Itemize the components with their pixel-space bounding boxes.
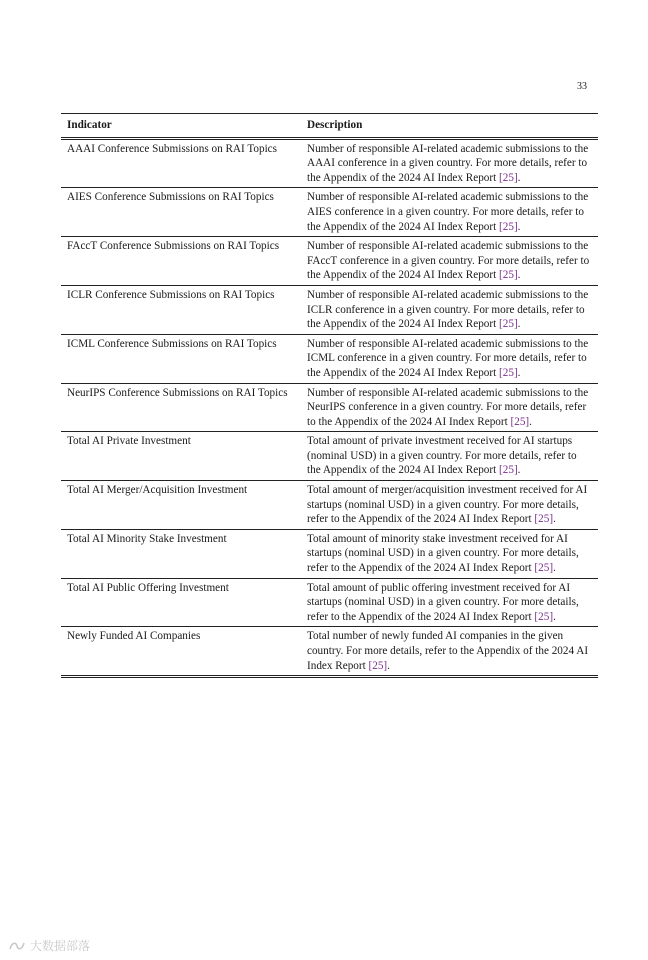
description-text: Total amount of minority stake investment received for AI startups (nominal USD) in a given country. For more details, refer to the Appendix of the 2024 AI Index Report bbox=[307, 532, 579, 575]
description-tail: . bbox=[517, 171, 521, 184]
indicator-cell: Total AI Merger/Acquisition Investment bbox=[61, 481, 301, 530]
indicator-cell: Total AI Minority Stake Investment bbox=[61, 529, 301, 578]
description-text: Number of responsible AI-related academic submissions to the ICLR conference in a given country. For more details, refer to the Appendix of the 2024 AI Index Report bbox=[307, 288, 589, 331]
table-row bbox=[61, 529, 598, 578]
description-text: Number of responsible AI-related academic submissions to the FAccT conference in a given country. For more details, refer to the Appendix of the 2024 AI Index Report bbox=[307, 240, 590, 282]
table-row bbox=[61, 285, 598, 334]
citation-link[interactable]: [25] bbox=[534, 513, 554, 526]
watermark-logo-icon bbox=[8, 940, 26, 952]
indicator-cell: NeurIPS Conference Submissions on RAI Topics bbox=[61, 383, 301, 432]
citation-link[interactable]: [25] bbox=[499, 171, 518, 184]
table-row bbox=[61, 138, 598, 188]
description-tail: . bbox=[517, 464, 521, 477]
column-header-description: Description bbox=[301, 114, 598, 139]
description-text: Number of responsible AI-related academic submissions to the AIES conference in a given country. For more details, refer to the Appendix of the 2024 AI Index Report bbox=[307, 191, 589, 233]
table-row bbox=[61, 237, 598, 286]
description-cell bbox=[301, 529, 598, 578]
table-row bbox=[61, 481, 598, 530]
indicator-cell: ICLR Conference Submissions on RAI Topics bbox=[61, 285, 301, 334]
description-tail: . bbox=[517, 269, 521, 282]
description-tail: . bbox=[517, 220, 521, 233]
description-tail: . bbox=[517, 366, 521, 379]
column-header-indicator: Indicator bbox=[61, 114, 301, 139]
indicator-cell: Total AI Private Investment bbox=[61, 432, 301, 481]
description-cell bbox=[301, 481, 598, 530]
description-cell bbox=[301, 578, 598, 627]
table-row bbox=[61, 334, 598, 383]
description-text: Number of responsible AI-related academic submissions to the ICML conference in a given country. For more details, refer to the Appendix of the 2024 AI Index Report bbox=[307, 337, 589, 379]
table-row bbox=[61, 383, 598, 432]
description-text: Total amount of private investment received for AI startups (nominal USD) in a given country. For more details, refer to the Appendix of the 2024 AI Index Report bbox=[307, 435, 577, 477]
description-tail: . bbox=[553, 562, 556, 575]
description-text: Number of responsible AI-related academic submissions to the AAAI conference in a given country. For more details, refer to the Appendix of the 2024 AI Index Report bbox=[307, 142, 589, 184]
table-row bbox=[61, 432, 598, 481]
citation-link[interactable]: [25] bbox=[499, 464, 518, 477]
indicator-table bbox=[61, 113, 598, 678]
description-cell bbox=[301, 432, 598, 481]
indicator-cell: ICML Conference Submissions on RAI Topics bbox=[61, 334, 301, 383]
description-tail: . bbox=[517, 318, 521, 331]
citation-link[interactable]: [25] bbox=[499, 366, 518, 379]
page-number: 33 bbox=[577, 81, 587, 92]
description-cell bbox=[301, 334, 598, 383]
citation-link[interactable]: [25] bbox=[368, 659, 388, 672]
description-text: Total number of newly funded AI companies in the given country. For more details, refer to the Appendix of the 2024 AI Index Report bbox=[307, 630, 589, 672]
citation-link[interactable]: [25] bbox=[499, 269, 518, 282]
citation-link[interactable]: [25] bbox=[510, 415, 530, 428]
citation-link[interactable]: [25] bbox=[534, 562, 554, 575]
citation-link[interactable]: [25] bbox=[499, 318, 518, 331]
description-text: Total amount of merger/acquisition investment received for AI startups (nominal USD) in a given country. For more details, refer to the Appendix of the 2024 AI Index Report bbox=[307, 484, 588, 526]
watermark bbox=[8, 937, 90, 954]
table-body bbox=[61, 138, 598, 677]
indicator-cell: FAccT Conference Submissions on RAI Topics bbox=[61, 237, 301, 286]
table-header bbox=[61, 114, 598, 139]
description-cell bbox=[301, 627, 598, 677]
description-cell bbox=[301, 237, 598, 286]
description-tail: . bbox=[553, 610, 556, 623]
description-tail: . bbox=[387, 659, 390, 672]
table-row bbox=[61, 578, 598, 627]
citation-link[interactable]: [25] bbox=[534, 610, 554, 623]
description-cell bbox=[301, 188, 598, 237]
watermark-text: 大数据部落 bbox=[30, 939, 91, 953]
description-text: Number of responsible AI-related academic submissions to the NeurIPS conference in a given country. For more details, refer to the Appendix of the 2024 AI Index Report bbox=[307, 386, 589, 428]
table-row bbox=[61, 627, 598, 677]
indicator-cell: AAAI Conference Submissions on RAI Topics bbox=[61, 138, 301, 188]
table-header-row bbox=[61, 114, 598, 139]
indicator-cell: AIES Conference Submissions on RAI Topics bbox=[61, 188, 301, 237]
indicator-table-container bbox=[61, 113, 598, 678]
indicator-cell: Total AI Public Offering Investment bbox=[61, 578, 301, 627]
indicator-cell: Newly Funded AI Companies bbox=[61, 627, 301, 677]
description-cell bbox=[301, 138, 598, 188]
description-cell bbox=[301, 383, 598, 432]
description-text: Total amount of public offering investment received for AI startups (nominal USD) in a given country. For more details, refer to the Appendix of the 2024 AI Index Report bbox=[307, 581, 579, 623]
table-row bbox=[61, 188, 598, 237]
description-cell bbox=[301, 285, 598, 334]
description-tail: . bbox=[553, 513, 556, 526]
description-tail: . bbox=[529, 415, 532, 428]
citation-link[interactable]: [25] bbox=[499, 220, 518, 233]
